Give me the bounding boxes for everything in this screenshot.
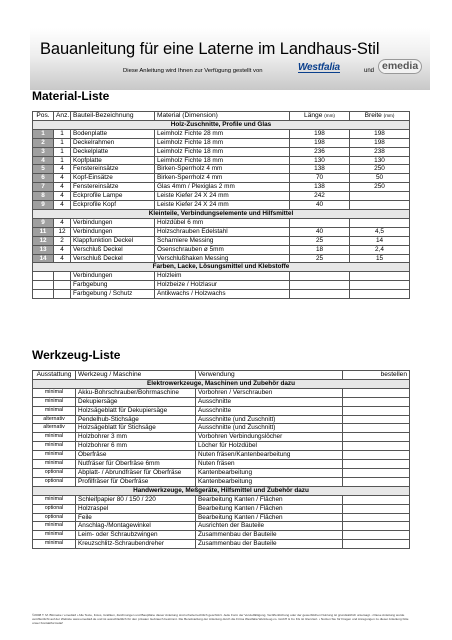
material-group-title: Kleinteile, Verbindungselemente und Hilfsmittel bbox=[33, 209, 410, 218]
material-dimension: Leimholz Fichte 28 mm bbox=[155, 129, 290, 138]
material-dimension: Birken-Sperrholz 4 mm bbox=[155, 174, 290, 183]
tool-bestellen-cell[interactable] bbox=[343, 442, 410, 451]
tool-row bbox=[33, 531, 410, 540]
tool-ausstattung: minimal bbox=[33, 451, 76, 460]
material-breite: 250 bbox=[350, 165, 410, 174]
tool-ausstattung: optional bbox=[33, 468, 76, 477]
material-dimension: Glas 4mm / Plexiglas 2 mm bbox=[155, 183, 290, 192]
material-bezeichnung: Eckprofile Kopf bbox=[71, 201, 155, 210]
tool-ausstattung: minimal bbox=[33, 433, 76, 442]
material-pos: 13 bbox=[33, 245, 54, 254]
material-anz: 1 bbox=[54, 147, 71, 156]
material-anz: 4 bbox=[54, 254, 71, 263]
material-breite: 4,5 bbox=[350, 227, 410, 236]
material-dimension: Leimholz Fichte 18 mm bbox=[155, 147, 290, 156]
material-bezeichnung: Fenstereinsätze bbox=[71, 183, 155, 192]
material-laenge: 130 bbox=[290, 156, 350, 165]
tool-name: Nutfräser für Oberfräse 6mm bbox=[76, 460, 196, 469]
material-pos: 7 bbox=[33, 183, 54, 192]
material-group-title: Holz-Zuschnitte, Profile und Glas bbox=[33, 120, 410, 129]
tool-verwendung: Kantenbearbeitung bbox=[196, 477, 343, 486]
tool-name: Profilfräser für Oberfräse bbox=[76, 477, 196, 486]
material-pos bbox=[33, 272, 54, 281]
material-row bbox=[33, 245, 410, 254]
tool-ausstattung: minimal bbox=[33, 540, 76, 549]
tool-verwendung: Vorbohren Verbindungslöcher bbox=[196, 433, 343, 442]
material-pos: 5 bbox=[33, 165, 54, 174]
material-pos: 2 bbox=[33, 138, 54, 147]
material-bezeichnung: Verschluß Deckel bbox=[71, 254, 155, 263]
material-bezeichnung: Verbindungen bbox=[71, 218, 155, 227]
tool-row bbox=[33, 442, 410, 451]
material-laenge: 236 bbox=[290, 147, 350, 156]
material-dimension: Holzbeize / Holzlasur bbox=[155, 281, 290, 290]
tool-name: Kreuzschlitz-Schraubendreher bbox=[76, 540, 196, 549]
material-row bbox=[33, 254, 410, 263]
emedia-logo[interactable]: emedia bbox=[378, 59, 422, 74]
material-pos bbox=[33, 290, 54, 299]
material-group-row bbox=[33, 263, 410, 272]
material-dimension: Leiste Kiefer 24 X 24 mm bbox=[155, 192, 290, 201]
tool-name: Holzraspel bbox=[76, 504, 196, 513]
col-ausstattung: Ausstattung bbox=[33, 371, 76, 380]
tool-ausstattung: minimal bbox=[33, 388, 76, 397]
tool-verwendung: Ausrichten der Bauteile bbox=[196, 522, 343, 531]
material-row bbox=[33, 227, 410, 236]
material-anz: 1 bbox=[54, 129, 71, 138]
material-bezeichnung: Fenstereinsätze bbox=[71, 165, 155, 174]
material-breite bbox=[350, 192, 410, 201]
tool-ausstattung: minimal bbox=[33, 531, 76, 540]
material-breite: 198 bbox=[350, 138, 410, 147]
material-pos: 9 bbox=[33, 201, 54, 210]
material-laenge: 25 bbox=[290, 254, 350, 263]
tool-bestellen-cell[interactable] bbox=[343, 433, 410, 442]
material-laenge: 198 bbox=[290, 129, 350, 138]
material-bezeichnung: Kopf-Einsätze bbox=[71, 174, 155, 183]
tool-ausstattung: minimal bbox=[33, 460, 76, 469]
material-breite: 50 bbox=[350, 174, 410, 183]
tool-name: Dekupiersäge bbox=[76, 397, 196, 406]
material-laenge: 70 bbox=[290, 174, 350, 183]
tool-verwendung: Bearbeitung Kanten / Flächen bbox=[196, 513, 343, 522]
material-dimension: Verschlußhaken Messing bbox=[155, 254, 290, 263]
tool-ausstattung: minimal bbox=[33, 522, 76, 531]
tool-verwendung: Nuten fräsen/Kantenbearbeitung bbox=[196, 451, 343, 460]
tool-name: Pendelhub-Stichsäge bbox=[76, 415, 196, 424]
material-anz bbox=[54, 281, 71, 290]
page-title: Bauanleitung für eine Laterne im Landhaus-Stil bbox=[40, 40, 380, 58]
material-bezeichnung: Farbgebung bbox=[71, 281, 155, 290]
material-row bbox=[33, 201, 410, 210]
material-breite: 198 bbox=[350, 129, 410, 138]
material-dimension: Leiste Kiefer 24 X 24 mm bbox=[155, 201, 290, 210]
tool-list-heading: Werkzeug-Liste bbox=[32, 348, 121, 362]
tool-row bbox=[33, 460, 410, 469]
material-row bbox=[33, 156, 410, 165]
col-bestellen: bestellen bbox=[343, 371, 410, 380]
tool-row bbox=[33, 451, 410, 460]
material-bezeichnung: Eckprofile Lampe bbox=[71, 192, 155, 201]
material-dimension: Leimholz Fichte 18 mm bbox=[155, 138, 290, 147]
material-bezeichnung: Bodenplatte bbox=[71, 129, 155, 138]
tool-verwendung: Ausschnitte (und Zuschnitt) bbox=[196, 424, 343, 433]
material-laenge bbox=[290, 281, 350, 290]
tool-name: Holzsägeblatt für Stichsäge bbox=[76, 424, 196, 433]
material-bezeichnung: Deckelrahmen bbox=[71, 138, 155, 147]
col-pos: Pos. bbox=[33, 112, 54, 121]
material-laenge: 25 bbox=[290, 236, 350, 245]
tool-verwendung: Vorbohren / Verschrauben bbox=[196, 388, 343, 397]
tool-bestellen-cell[interactable] bbox=[343, 531, 410, 540]
col-breite-unit: (mm) bbox=[383, 113, 395, 118]
material-pos: 3 bbox=[33, 147, 54, 156]
col-laenge-unit: (mm) bbox=[324, 113, 335, 118]
material-breite bbox=[350, 281, 410, 290]
tool-group-title: Elektrowerkzeuge, Maschinen und Zubehör dazu bbox=[33, 379, 410, 388]
material-bezeichnung: Verbindungen bbox=[71, 227, 155, 236]
material-anz bbox=[54, 290, 71, 299]
tool-ausstattung: optional bbox=[33, 504, 76, 513]
material-anz: 4 bbox=[54, 192, 71, 201]
tool-bestellen-cell[interactable] bbox=[343, 468, 410, 477]
material-pos: 14 bbox=[33, 254, 54, 263]
tool-verwendung: Zusammenbau der Bauteile bbox=[196, 531, 343, 540]
material-dimension: Scharniere Messing bbox=[155, 236, 290, 245]
tool-name: Leim- oder Schraubzwingen bbox=[76, 531, 196, 540]
material-bezeichnung: Verschluß Deckel bbox=[71, 245, 155, 254]
tool-row bbox=[33, 513, 410, 522]
tool-verwendung: Löcher für Holzdübel bbox=[196, 442, 343, 451]
logo-conjunction: und bbox=[364, 68, 375, 74]
tool-row bbox=[33, 433, 410, 442]
material-laenge: 138 bbox=[290, 183, 350, 192]
material-bezeichnung: Deckelplatte bbox=[71, 147, 155, 156]
tool-verwendung: Ausschnitte bbox=[196, 397, 343, 406]
tool-name: Holzsägeblatt für Dekupiersäge bbox=[76, 406, 196, 415]
tool-verwendung: Ausschnitte bbox=[196, 406, 343, 415]
col-material: Material (Dimension) bbox=[155, 112, 290, 121]
tool-ausstattung: alternativ bbox=[33, 415, 76, 424]
tool-ausstattung: minimal bbox=[33, 406, 76, 415]
material-anz: 12 bbox=[54, 227, 71, 236]
material-laenge: 138 bbox=[290, 165, 350, 174]
col-breite bbox=[350, 112, 410, 121]
material-laenge: 198 bbox=[290, 138, 350, 147]
material-laenge: 40 bbox=[290, 227, 350, 236]
material-row bbox=[33, 147, 410, 156]
material-breite bbox=[350, 201, 410, 210]
col-werkzeug: Werkzeug / Maschine bbox=[76, 371, 196, 380]
tool-bestellen-cell[interactable] bbox=[343, 540, 410, 549]
tool-ausstattung: minimal bbox=[33, 397, 76, 406]
subtitle: Diese Anleitung wird Ihnen zur Verfügung gestellt von bbox=[123, 68, 263, 74]
tool-row bbox=[33, 415, 410, 424]
tool-bestellen-cell[interactable] bbox=[343, 406, 410, 415]
material-breite bbox=[350, 290, 410, 299]
tool-bestellen-cell[interactable] bbox=[343, 388, 410, 397]
material-breite: 14 bbox=[350, 236, 410, 245]
material-row bbox=[33, 290, 410, 299]
tool-verwendung: Kantenbearbeitung bbox=[196, 468, 343, 477]
tool-bestellen-cell[interactable] bbox=[343, 495, 410, 504]
material-header-row bbox=[33, 112, 410, 121]
material-row bbox=[33, 138, 410, 147]
material-pos: 6 bbox=[33, 174, 54, 183]
material-breite bbox=[350, 272, 410, 281]
material-anz: 4 bbox=[54, 183, 71, 192]
westfalia-logo[interactable]: Westfalia bbox=[298, 62, 340, 73]
tool-row bbox=[33, 522, 410, 531]
material-pos: 9 bbox=[33, 218, 54, 227]
footer-legal: ©2008 T. M. Blömeke / emedia3 • Alle Texte, Fotos, Grafiken, Zeichnungen und Bauplläne dieser Anleitung sind urheberrechtlich geschützt. Jede Form der Vervielfältigung, Veröffentlichung oder der gewerblichen Nutzung ist grundsätzlich untersagt. • Diese Anleitung wurde veröffentlicht auf der Website www.emedia3.de und ist ausschließlich für den privaten Gebrauch bestimmt. Die Bereitstellung der Anleitung durch die Firma Westfalia Werkzeug.co. GmbH & Co KG ist lizenziert. • Nutzen Sie für Fragen und Anregungen zu dieser Anleitung bitte unser Kontaktformular! bbox=[32, 613, 409, 625]
material-laenge: 242 bbox=[290, 192, 350, 201]
tool-header-row bbox=[33, 371, 410, 380]
tool-bestellen-cell[interactable] bbox=[343, 513, 410, 522]
title-band bbox=[30, 28, 430, 90]
tool-row bbox=[33, 477, 410, 486]
material-anz: 1 bbox=[54, 156, 71, 165]
material-dimension: Ösenschrauben ø 5mm bbox=[155, 245, 290, 254]
material-breite: 15 bbox=[350, 254, 410, 263]
material-group-row bbox=[33, 209, 410, 218]
material-anz: 4 bbox=[54, 165, 71, 174]
tool-name: Anschlag-/Montagewinkel bbox=[76, 522, 196, 531]
tool-name: Schleifpapier 80 / 150 / 220 bbox=[76, 495, 196, 504]
material-anz: 4 bbox=[54, 201, 71, 210]
tool-row bbox=[33, 495, 410, 504]
material-breite bbox=[350, 218, 410, 227]
material-pos: 8 bbox=[33, 192, 54, 201]
material-dimension: Birken-Sperrholz 4 mm bbox=[155, 165, 290, 174]
material-row bbox=[33, 218, 410, 227]
material-table bbox=[32, 111, 410, 299]
material-group-row bbox=[33, 120, 410, 129]
tool-ausstattung: optional bbox=[33, 477, 76, 486]
tool-bestellen-cell[interactable] bbox=[343, 397, 410, 406]
material-breite: 130 bbox=[350, 156, 410, 165]
tool-row bbox=[33, 397, 410, 406]
material-row bbox=[33, 236, 410, 245]
material-anz: 4 bbox=[54, 174, 71, 183]
tool-group-title: Handwerkzeuge, Meßgeräte, Hilfsmittel und Zubehör dazu bbox=[33, 486, 410, 495]
tool-ausstattung: optional bbox=[33, 513, 76, 522]
tool-row bbox=[33, 540, 410, 549]
material-anz bbox=[54, 272, 71, 281]
material-laenge: 18 bbox=[290, 245, 350, 254]
tool-group-row bbox=[33, 486, 410, 495]
material-dimension: Holzdübel 6 mm bbox=[155, 218, 290, 227]
tool-row bbox=[33, 388, 410, 397]
material-pos: 1 bbox=[33, 129, 54, 138]
tool-bestellen-cell[interactable] bbox=[343, 424, 410, 433]
material-anz: 2 bbox=[54, 236, 71, 245]
material-bezeichnung: Kopfplatte bbox=[71, 156, 155, 165]
tool-verwendung: Zusammenbau der Bauteile bbox=[196, 540, 343, 549]
tool-bestellen-cell[interactable] bbox=[343, 451, 410, 460]
tool-row bbox=[33, 504, 410, 513]
tool-verwendung: Bearbeitung Kanten / Flächen bbox=[196, 504, 343, 513]
tool-verwendung: Nuten fräsen bbox=[196, 460, 343, 469]
tool-name: Akku-Bohrschrauber/Bohrmaschine bbox=[76, 388, 196, 397]
material-laenge bbox=[290, 290, 350, 299]
material-row bbox=[33, 183, 410, 192]
tool-bestellen-cell[interactable] bbox=[343, 477, 410, 486]
material-pos: 11 bbox=[33, 227, 54, 236]
material-pos bbox=[33, 281, 54, 290]
material-dimension: Holzleim bbox=[155, 272, 290, 281]
material-row bbox=[33, 129, 410, 138]
material-bezeichnung: Klappfunktion Deckel bbox=[71, 236, 155, 245]
col-laenge bbox=[290, 112, 350, 121]
material-dimension: Leimholz Fichte 18 mm bbox=[155, 156, 290, 165]
material-bezeichnung: Verbindungen bbox=[71, 272, 155, 281]
tool-bestellen-cell[interactable] bbox=[343, 415, 410, 424]
col-anz: Anz. bbox=[54, 112, 71, 121]
material-row bbox=[33, 272, 410, 281]
material-breite: 2,4 bbox=[350, 245, 410, 254]
tool-ausstattung: minimal bbox=[33, 495, 76, 504]
material-row bbox=[33, 281, 410, 290]
tool-name: Feile bbox=[76, 513, 196, 522]
material-anz: 4 bbox=[54, 245, 71, 254]
material-dimension: Antikwachs / Holzwachs bbox=[155, 290, 290, 299]
tool-row bbox=[33, 424, 410, 433]
material-group-title: Farben, Lacke, Lösungsmittel und Klebstoffe bbox=[33, 263, 410, 272]
col-breite-label: Breite bbox=[364, 112, 382, 119]
material-anz: 1 bbox=[54, 138, 71, 147]
material-row bbox=[33, 174, 410, 183]
tool-row bbox=[33, 468, 410, 477]
material-row bbox=[33, 192, 410, 201]
material-laenge bbox=[290, 218, 350, 227]
material-pos: 12 bbox=[33, 236, 54, 245]
tool-name: Abplatt- / Abrundfräser für Oberfräse bbox=[76, 468, 196, 477]
material-bezeichnung: Farbgebung / Schutz bbox=[71, 290, 155, 299]
material-laenge bbox=[290, 272, 350, 281]
tool-bestellen-cell[interactable] bbox=[343, 522, 410, 531]
material-breite: 250 bbox=[350, 183, 410, 192]
material-dimension: Holzschrauben Edelstahl bbox=[155, 227, 290, 236]
col-bezeichnung: Bauteil-Bezeichnung bbox=[71, 112, 155, 121]
tool-table bbox=[32, 370, 410, 549]
col-laenge-label: Länge bbox=[304, 112, 323, 119]
tool-group-row bbox=[33, 379, 410, 388]
material-laenge: 40 bbox=[290, 201, 350, 210]
tool-ausstattung: minimal bbox=[33, 442, 76, 451]
tool-name: Oberfräse bbox=[76, 451, 196, 460]
tool-bestellen-cell[interactable] bbox=[343, 504, 410, 513]
col-verwendung: Verwendung bbox=[196, 371, 343, 380]
material-list-heading: Material-Liste bbox=[32, 89, 110, 103]
material-anz: 4 bbox=[54, 218, 71, 227]
tool-name: Holzbohrer 3 mm bbox=[76, 433, 196, 442]
material-breite: 238 bbox=[350, 147, 410, 156]
tool-verwendung: Bearbeitung Kanten / Flächen bbox=[196, 495, 343, 504]
tool-verwendung: Ausschnitte (und Zuschnitt) bbox=[196, 415, 343, 424]
material-pos: 4 bbox=[33, 156, 54, 165]
tool-row bbox=[33, 406, 410, 415]
tool-bestellen-cell[interactable] bbox=[343, 460, 410, 469]
tool-name: Holzbohrer 6 mm bbox=[76, 442, 196, 451]
tool-ausstattung: alternativ bbox=[33, 424, 76, 433]
material-row bbox=[33, 165, 410, 174]
